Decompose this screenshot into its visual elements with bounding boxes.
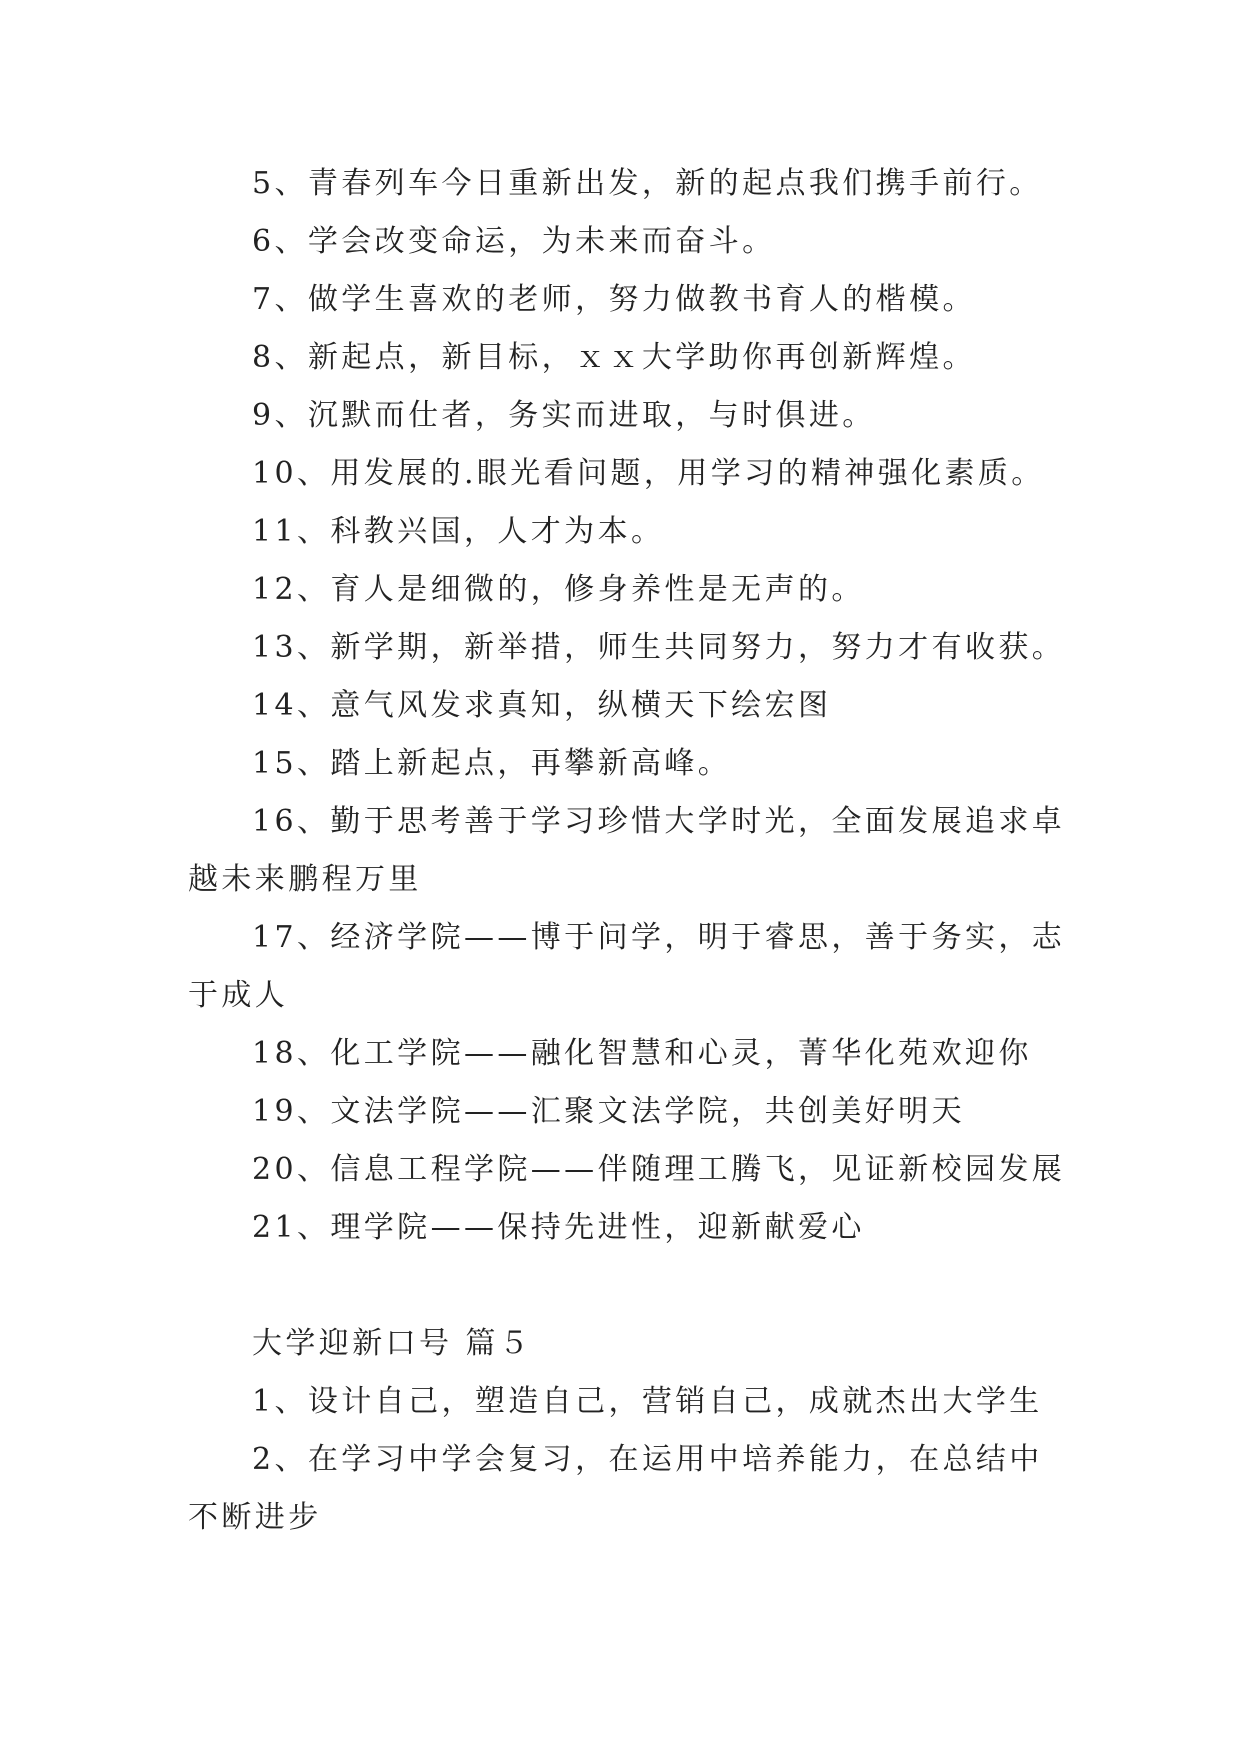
document-body: [188, 155, 1068, 1547]
section-gap: [188, 1257, 1068, 1315]
list-item: 20、信息工程学院——伴随理工腾飞，见证新校园发展: [252, 1152, 1066, 1187]
list-item-17: [188, 909, 1068, 1025]
list-item: 21、理学院——保持先进性，迎新献爱心: [252, 1210, 865, 1245]
list-item-2: [188, 1431, 1068, 1547]
list-item-continuation: 越未来鹏程万里: [188, 862, 422, 897]
list-item: 14、意气风发求真知，纵横天下绘宏图: [252, 688, 832, 723]
list-item: 6、学会改变命运，为未来而奋斗。: [252, 224, 776, 259]
list-item: 12、育人是细微的，修身养性是无声的。: [252, 572, 865, 607]
list-item: 8、新起点，新目标，ｘｘ大学助你再创新辉煌。: [252, 340, 976, 375]
list-item: 13、新学期，新举措，师生共同努力，努力才有收获。: [252, 630, 1066, 665]
list-item: 10、用发展的.眼光看问题，用学习的精神强化素质。: [252, 456, 1045, 491]
list-item: 7、做学生喜欢的老师，努力做教书育人的楷模。: [252, 282, 976, 317]
list-item-line: 17、经济学院——博于问学，明于睿思，善于务实，志: [252, 920, 1066, 955]
list-item: 1、设计自己，塑造自己，营销自己，成就杰出大学生: [252, 1384, 1043, 1419]
list-item: 9、沉默而仕者，务实而进取，与时俱进。: [252, 398, 876, 433]
section-heading: 大学迎新口号 篇５: [252, 1326, 533, 1361]
list-item: 18、化工学院——融化智慧和心灵，菁华化苑欢迎你: [252, 1036, 1032, 1071]
list-item: 19、文法学院——汇聚文法学院，共创美好明天: [252, 1094, 965, 1129]
list-item-line: 16、勤于思考善于学习珍惜大学时光，全面发展追求卓: [252, 804, 1066, 839]
list-item-line: 2、在学习中学会复习，在运用中培养能力，在总结中: [252, 1442, 1043, 1477]
list-item: 15、踏上新起点，再攀新高峰。: [252, 746, 732, 781]
list-item: 11、科教兴国，人才为本。: [252, 514, 665, 549]
list-item: 5、青春列车今日重新出发，新的起点我们携手前行。: [252, 166, 1043, 201]
list-item-continuation: 不断进步: [188, 1500, 322, 1535]
list-item-16: [188, 793, 1068, 909]
list-item-continuation: 于成人: [188, 978, 289, 1013]
